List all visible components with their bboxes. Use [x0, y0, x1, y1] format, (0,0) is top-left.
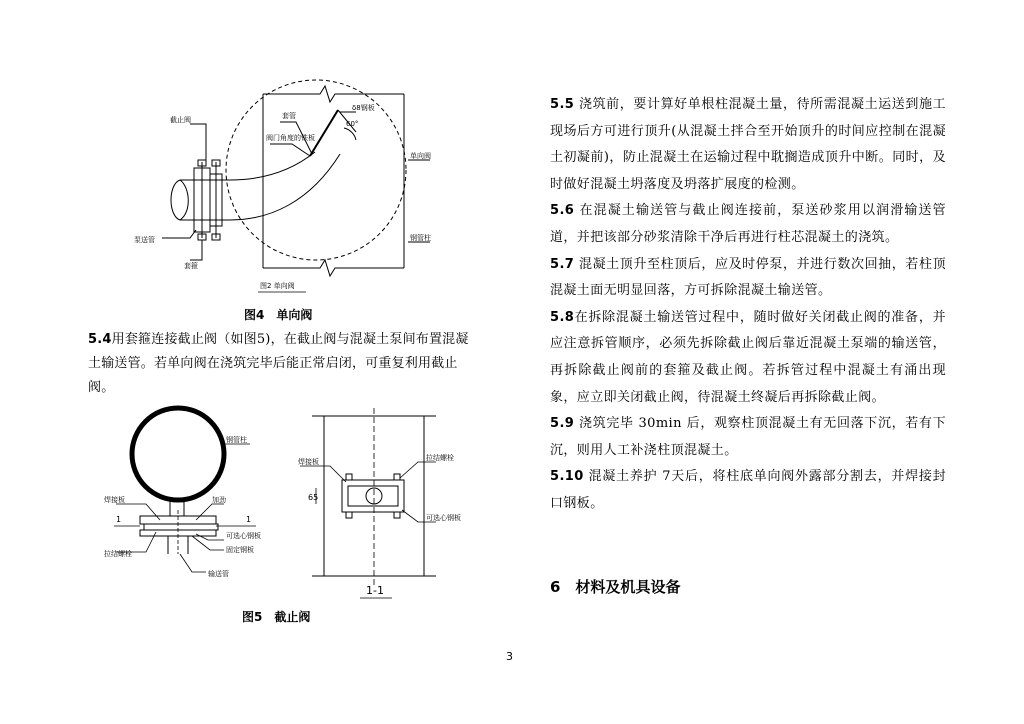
label-bolt: 拉结螺栓 — [104, 550, 132, 558]
paragraph-text: 用套箍连接截止阀（如图5)，在截止阀与混凝土泵间布置混凝土输送管。若单向阀在浇筑完毕后能正常启闭，可重复利用截止阀。 — [88, 332, 469, 395]
section-heading: 6 材料及机具设备 — [550, 578, 681, 596]
label-fixed-plate: 固定钢板 — [226, 546, 254, 554]
paragraph-5-10 — [550, 464, 946, 517]
paragraph-5-5 — [550, 92, 946, 198]
label-removable-plate: 可选心钢板 — [226, 532, 261, 540]
paragraph-number: 5.9 — [550, 416, 575, 432]
paragraph-number: 5.7 — [550, 256, 575, 272]
paragraph-number: 5.6 — [550, 203, 575, 219]
paragraph-number: 5.10 — [550, 469, 584, 485]
paragraph-text: 混凝土顶升至柱顶后，应及时停泵，并进行数次回抽，若柱顶混凝土面无明显回落，方可拆除混凝土输送管。 — [550, 256, 946, 299]
paragraph-text: 在混凝土输送管与截止阀连接前，泵送砂浆用以润滑输送管道，并把该部分砂浆清除干净后再进行柱芯混凝土的浇筑。 — [550, 203, 946, 245]
label-weld-plate-section: 焊接板 — [298, 458, 319, 466]
label-removable-plate-section: 可选心钢板 — [426, 514, 461, 522]
paragraph-text: 在拆除混凝土输送管过程中，随时做好关闭截止阀的准备，并应注意拆管顺序，必须先拆除截止阀后靠近混凝土泵端的输送管，再拆除截止阀前的套箍及截止阀。若拆管过程中混凝土有涌出现象，应立即关闭截止阀，待混凝土终凝后再拆除截止阀。 — [550, 309, 946, 405]
paragraph-5-9 — [550, 411, 946, 464]
figure-4-check-valve-drawing — [120, 72, 431, 300]
figure-4-caption: 图4 单向阀 — [244, 308, 313, 322]
right-column-text — [550, 92, 946, 518]
paragraph-number: 5.4 — [88, 332, 112, 347]
label-bolt-section: 拉结螺栓 — [426, 454, 454, 462]
label-stiffener: 加劲 — [212, 496, 226, 504]
section-title: 1-1 — [366, 584, 384, 597]
page-number: 3 — [506, 650, 513, 663]
paragraph-5-7 — [550, 252, 946, 305]
paragraph-text: 浇筑前，要计算好单根柱混凝土量，待所需混凝土运送到施工现场后方可进行顶升(从混凝土拌合至开始顶升的时间应控制在混凝土初凝前)，防止混凝土在运输过程中耽搁造成顶升中断。同时，及时做好混凝土坍落度及坍落扩展度的检测。 — [550, 97, 946, 192]
dimension-65: 65 — [308, 493, 319, 502]
paragraph-text: 混凝土养护 7天后，将柱底单向阀外露部分割去，并焊接封口钢板。 — [550, 469, 946, 511]
figure-5-caption: 图5 截止阀 — [242, 610, 311, 624]
label-valve-core: 套管 — [282, 112, 296, 120]
paragraph-5-8 — [550, 305, 946, 411]
paragraph-number: 5.8 — [550, 309, 575, 325]
label-angle-plate: 阀门角度的铁板 — [266, 134, 315, 142]
label-check-valve: 单向阀 — [410, 152, 431, 160]
section-mark-left: 1 — [116, 515, 122, 524]
label-pump-pipe: 泵送管 — [134, 236, 155, 244]
label-delivery-pipe: 输送管 — [208, 570, 229, 578]
label-stop-valve: 截止阀 — [170, 116, 191, 124]
inner-caption: 图2 单向阀 — [260, 282, 295, 290]
paragraph-5-4 — [88, 328, 478, 400]
label-angle: 60° — [346, 120, 359, 128]
paragraph-number: 5.5 — [550, 97, 575, 112]
section-mark-right: 1 — [246, 515, 252, 524]
label-steel-column: 钢管柱 — [226, 436, 247, 444]
label-weld-plate: 焊接板 — [104, 496, 125, 504]
paragraph-text: 浇筑完毕 30min 后，观察柱顶混凝土有无回落下沉，若有下沉，则用人工补浇柱顶混凝土。 — [550, 416, 946, 458]
figure-5-section-1-1 — [296, 404, 466, 604]
figure-5-stop-valve-plan — [100, 404, 290, 590]
label-steel-plate: δ8钢板 — [352, 104, 375, 112]
label-hoop: 套箍 — [184, 262, 198, 270]
paragraph-5-6 — [550, 198, 946, 251]
label-steel-column: 钢管柱 — [410, 234, 431, 242]
